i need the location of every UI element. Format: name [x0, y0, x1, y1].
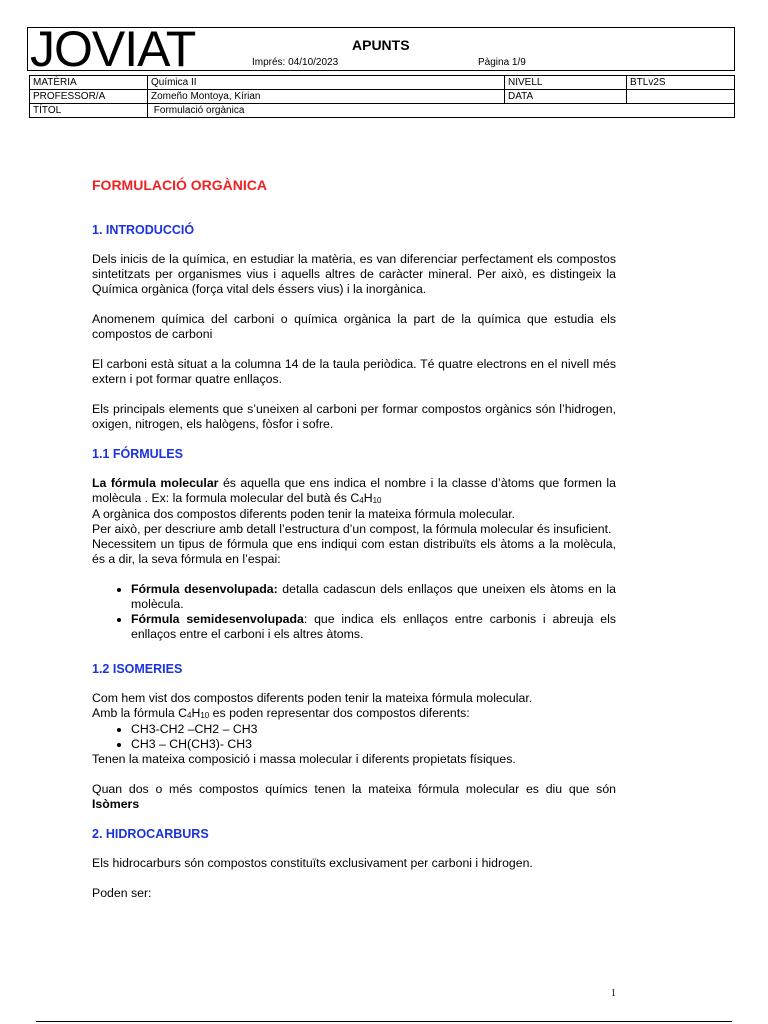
- paragraph: Amb la fórmula $C_4H_{10}$ es poden representar dos compostos diferents:: [92, 706, 470, 720]
- paragraph: Els principals elements que s’uneixen al carboni per formar compostos orgànics són l’hidrogen, oxigen, nitrogen, els halògens, fòsfor i sofre.: [92, 402, 616, 431]
- table-cell: Zomeño Montoya, Kírian: [148, 90, 505, 104]
- table-cell: NIVELL: [505, 76, 627, 90]
- table-cell: MATÈRIA: [30, 76, 148, 90]
- paragraph: Anomenem química del carboni o química orgànica la part de la química que estudia els compostos de carboni: [92, 312, 616, 341]
- section-heading: 1.2 ISOMERIES: [92, 662, 183, 676]
- paragraph: Per això, per descriure amb detall l’estructura d’un compost, la fórmula molecular és insuficient.: [92, 522, 612, 536]
- paragraph: A orgànica dos compostos diferents poden tenir la mateixa fórmula molecular.: [92, 507, 516, 521]
- isomer-list: [92, 722, 616, 752]
- paragraph: Com hem vist dos compostos diferents poden tenir la mateixa fórmula molecular.: [92, 691, 533, 705]
- paragraph: Quan dos o més compostos químics tenen la mateixa fórmula molecular es diu que són Isòmers: [92, 782, 616, 811]
- joviat-logo: JOVIAT: [30, 21, 196, 77]
- paragraph: Dels inicis de la química, en estudiar la matèria, es van diferenciar perfectament els compostos sintetitzats per organismes vius i aquells altres de caràcter mineral. Per això, es distingeix la Química orgànica (força vital dels éssers vius) i la inorgànica.: [92, 252, 616, 296]
- section-heading: 2. HIDROCARBURS: [92, 827, 209, 841]
- paragraph: La fórmula molecular és aquella que ens indica el nombre i la classe d’àtoms que formen la molècula . Ex: la formula molecular del butà és $C_4H_{10}$: [92, 476, 616, 505]
- document-body: [92, 178, 616, 916]
- table-row: [30, 76, 735, 90]
- section-heading: 1. INTRODUCCIÓ: [92, 223, 195, 237]
- table-cell: Química II: [148, 76, 505, 90]
- page-indicator: Pàgina 1/9: [478, 57, 526, 68]
- table-row: [30, 90, 735, 104]
- list-item: • Fórmula desenvolupada: detalla cadascun dels enllaços que uneixen els àtoms en la molècula.: [131, 582, 616, 612]
- list-item: • CH3-CH2 –CH2 – CH3: [131, 722, 616, 737]
- document-type: APUNTS: [352, 37, 410, 53]
- document-header: [27, 21, 735, 77]
- table-cell: DATA: [505, 90, 627, 104]
- formula-types-list: [92, 582, 616, 642]
- paragraph: Els hidrocarburs són compostos constituïts exclusivament per carboni i hidrogen.: [92, 856, 533, 870]
- list-item: • CH3 – CH(CH3)- CH3: [131, 737, 616, 752]
- paragraph: El carboni està situat a la columna 14 de la taula periòdica. Té quatre electrons en el nivell més extern i pot formar quatre enllaços.: [92, 357, 616, 386]
- bold-term: Isòmers: [92, 797, 140, 811]
- bold-term: La fórmula molecular: [92, 476, 219, 490]
- print-date: Imprés: 04/10/2023: [252, 57, 339, 68]
- footer-divider: [36, 1021, 732, 1022]
- paragraph: Tenen la mateixa composició i massa molecular i diferents propietats físiques.: [92, 752, 516, 766]
- table-cell: PROFESSOR/A: [30, 90, 148, 104]
- page-number: 1: [611, 988, 616, 999]
- page-title: FORMULACIÓ ORGÀNICA: [92, 177, 267, 193]
- paragraph: Necessitem un tipus de fórmula que ens indiqui com estan distribuïts els àtoms a la molècula, és a dir, la seva fórmula en l’espai:: [92, 537, 616, 566]
- list-item: • Fórmula semidesenvolupada: que indica els enllaços entre carbonis i abreuja els enllaços entre el carboni i els altres àtoms.: [131, 612, 616, 642]
- title-value: Formulació orgànica: [153, 104, 245, 116]
- section-heading: 1.1 FÓRMULES: [92, 447, 183, 461]
- table-cell: TÍTOL: [30, 104, 148, 118]
- paragraph: Poden ser:: [92, 886, 152, 900]
- table-row: [30, 104, 735, 118]
- table-cell: [148, 104, 735, 118]
- table-cell: BTLv2S: [627, 76, 735, 90]
- table-cell: [627, 90, 735, 104]
- metadata-table: [29, 75, 735, 118]
